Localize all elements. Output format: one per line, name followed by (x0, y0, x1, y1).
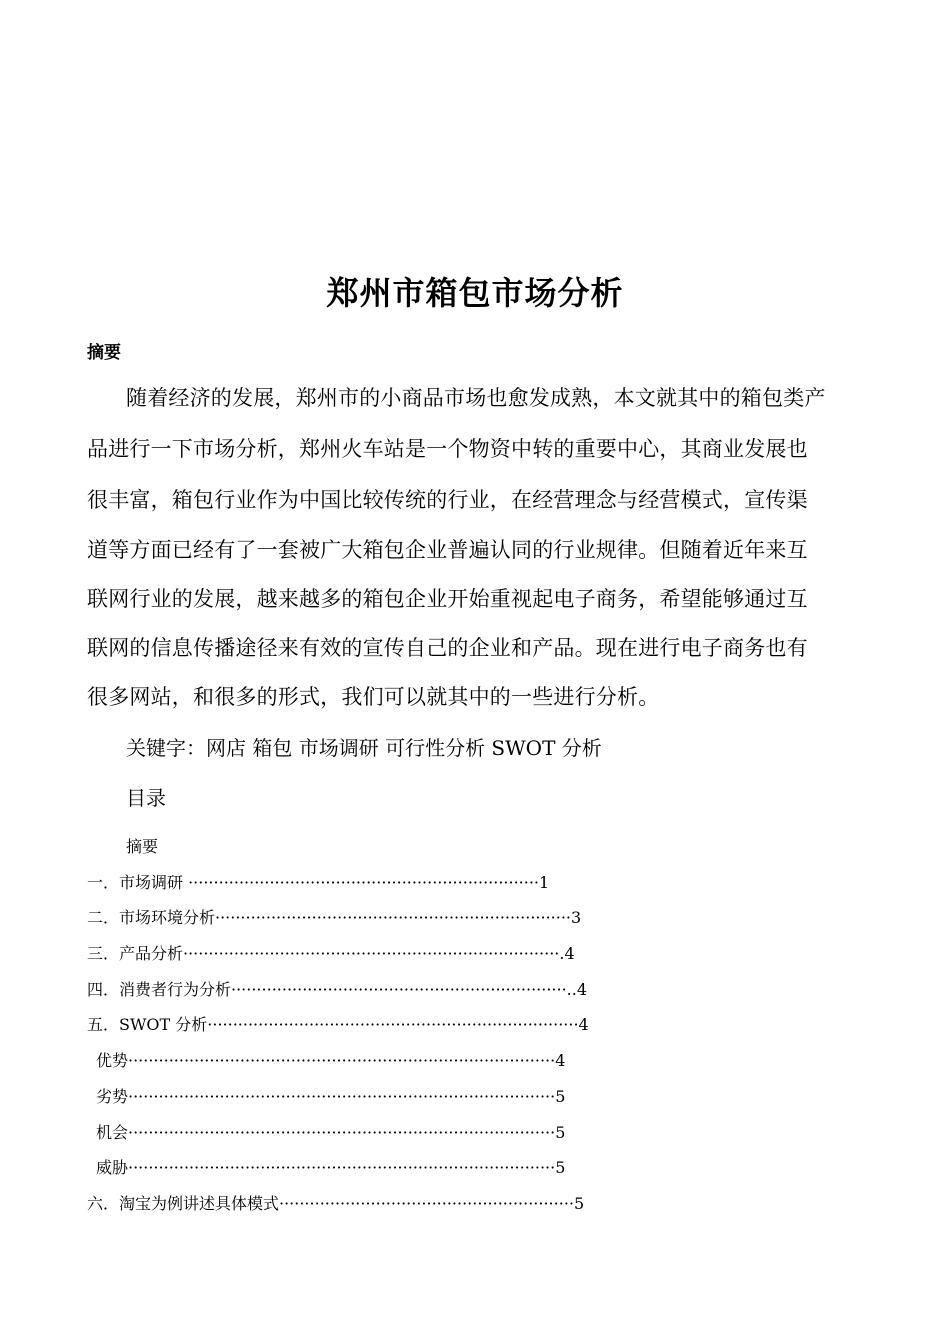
toc-item: 威胁····················································································5 (96, 1158, 566, 1177)
abstract-line: 联网的信息传播途径来有效的宣传自己的企业和产品。现在进行电子商务也有 (87, 636, 808, 660)
keywords-line: 关键字：网店 箱包 市场调研 可行性分析 SWOT 分析 (126, 736, 602, 760)
abstract-line: 联网行业的发展，越来越多的箱包企业开始重视起电子商务，希望能够通过互 (87, 587, 808, 611)
toc-item: 机会····················································································5 (96, 1123, 566, 1142)
abstract-line: 随着经济的发展，郑州市的小商品市场也愈发成熟，本文就其中的箱包类产 (126, 386, 826, 410)
toc-item: 三．产品分析··········································································.4 (87, 944, 575, 963)
toc-item: 劣势····················································································5 (96, 1087, 566, 1106)
abstract-label: 摘要 (87, 343, 121, 363)
toc-item: 四．消费者行为分析··································································..4 (87, 980, 588, 999)
toc-item: 六．淘宝为例讲述具体模式··························································5 (87, 1194, 585, 1213)
toc-item: 优势····················································································4 (96, 1051, 566, 1070)
document-title: 郑州市箱包市场分析 (326, 274, 624, 312)
toc-heading: 目录 (126, 786, 166, 810)
toc-item: 一．市场调研 ·····································································1 (87, 873, 550, 892)
abstract-line: 道等方面已经有了一套被广大箱包企业普遍认同的行业规律。但随着近年来互 (87, 538, 808, 562)
toc-item: 摘要 (126, 837, 159, 856)
toc-item: 二．市场环境分析······································································3 (87, 908, 582, 927)
abstract-line: 品进行一下市场分析，郑州火车站是一个物资中转的重要中心，其商业发展也 (87, 437, 808, 461)
abstract-line: 很多网站，和很多的形式，我们可以就其中的一些进行分析。 (87, 685, 660, 709)
abstract-line: 很丰富，箱包行业作为中国比较传统的行业，在经营理念与经营模式，宣传渠 (87, 488, 808, 512)
toc-item: 五．SWOT 分析·········································································4 (87, 1015, 589, 1034)
